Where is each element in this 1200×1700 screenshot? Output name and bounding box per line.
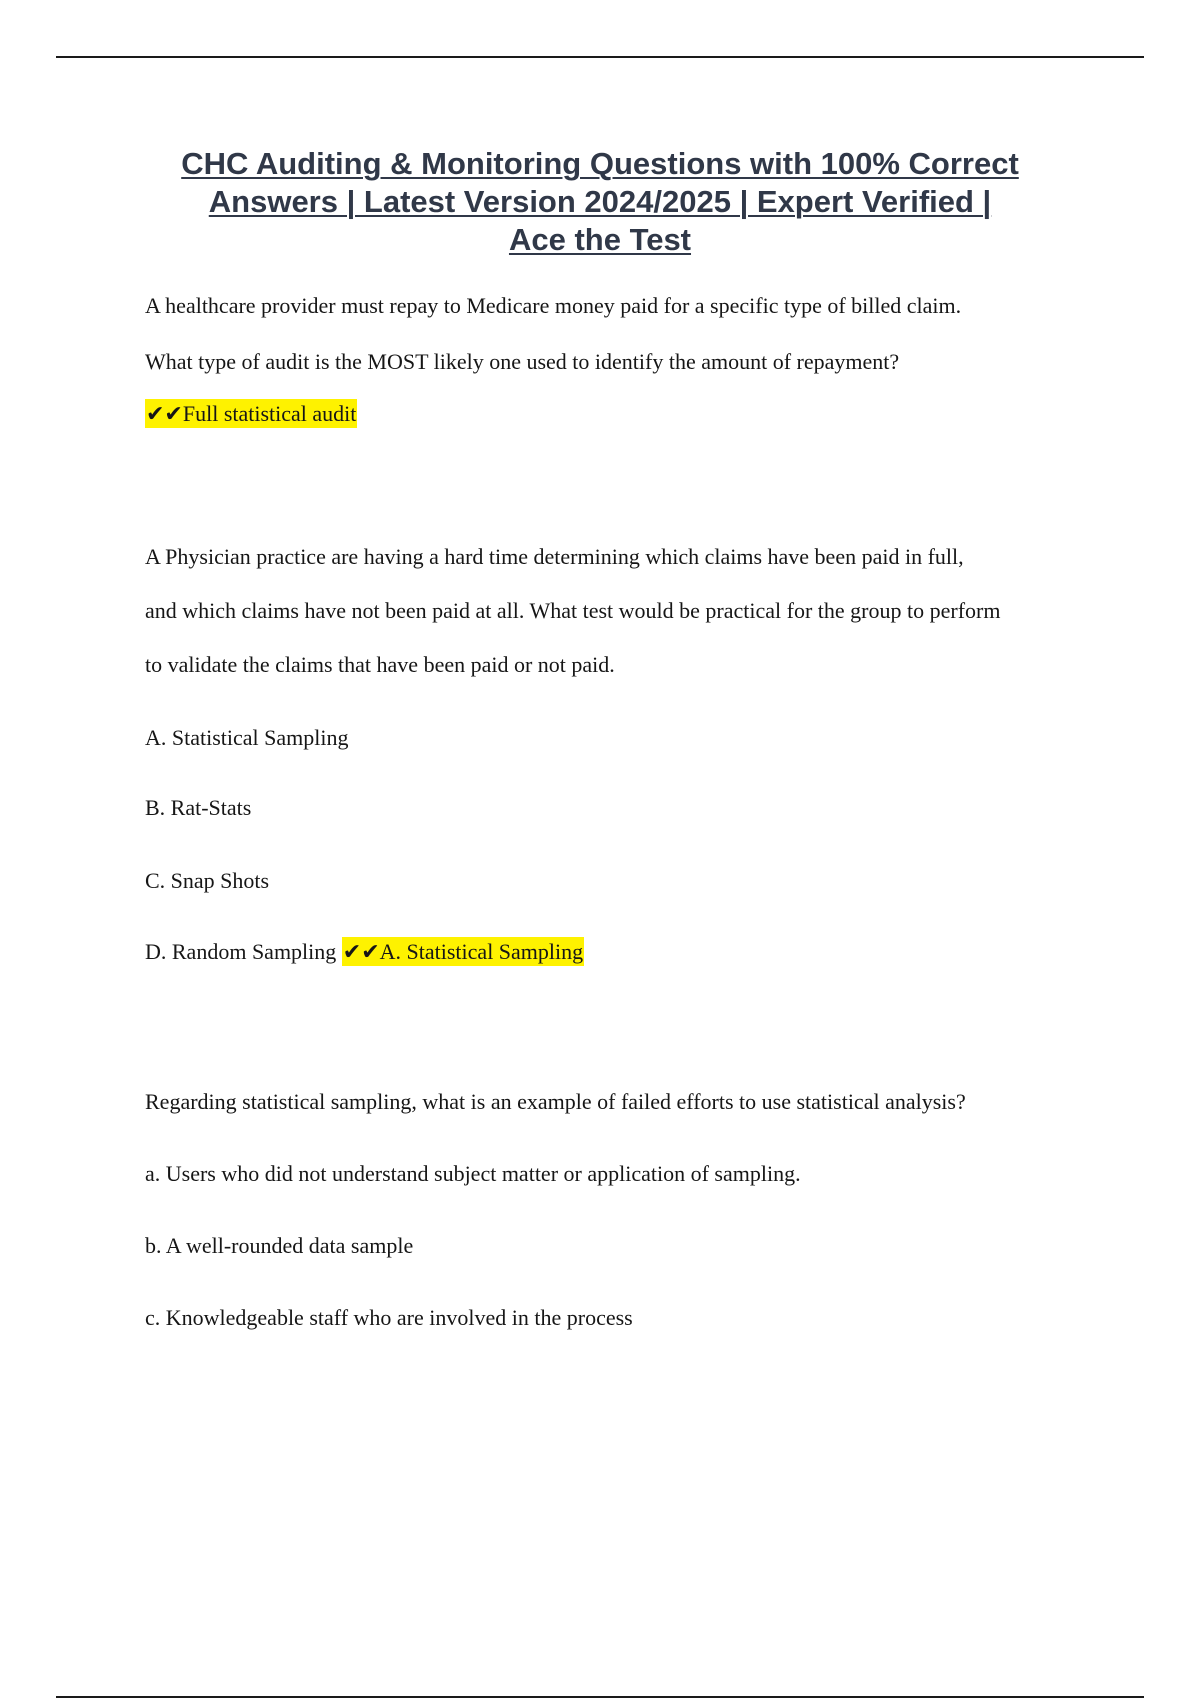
title-line-1: CHC Auditing & Monitoring Questions with 100% Correct bbox=[181, 146, 1019, 181]
answer-highlight: ✔✔Full statistical audit bbox=[146, 401, 357, 426]
question-2-option-d bbox=[145, 939, 1105, 965]
title-line-3: Ace the Test bbox=[508, 222, 692, 257]
question-3-option-c: c. Knowledgeable staff who are involved in the process bbox=[145, 1305, 633, 1330]
question-2-option-c: C. Snap Shots bbox=[145, 868, 270, 893]
option-d-text: D. Random Sampling bbox=[145, 939, 337, 964]
question-1-line-1: A healthcare provider must repay to Medicare money paid for a specific type of billed claim. bbox=[145, 293, 962, 318]
question-2-option-b: B. Rat-Stats bbox=[145, 795, 252, 820]
question-3-option-b: b. A well-rounded data sample bbox=[145, 1233, 414, 1258]
document-title bbox=[140, 145, 1060, 259]
question-2-option-a: A. Statistical Sampling bbox=[145, 725, 349, 750]
answer-highlight: ✔✔A. Statistical Sampling bbox=[342, 939, 584, 964]
question-2-line-3: to validate the claims that have been paid or not paid. bbox=[145, 652, 615, 677]
question-1-answer bbox=[145, 401, 1105, 427]
question-1-line-2: What type of audit is the MOST likely one used to identify the amount of repayment? bbox=[145, 349, 900, 374]
top-rule bbox=[56, 56, 1144, 58]
title-line-2: Answers | Latest Version 2024/2025 | Expert Verified | bbox=[208, 184, 992, 219]
question-2-line-2: and which claims have not been paid at all. What test would be practical for the group to perform bbox=[145, 598, 1001, 623]
question-2-line-1: A Physician practice are having a hard time determining which claims have been paid in full, bbox=[145, 544, 964, 569]
bottom-rule bbox=[56, 1696, 1144, 1698]
question-3-option-a: a. Users who did not understand subject matter or application of sampling. bbox=[145, 1161, 801, 1186]
question-3-line-1: Regarding statistical sampling, what is an example of failed efforts to use statistical analysis? bbox=[145, 1089, 966, 1114]
